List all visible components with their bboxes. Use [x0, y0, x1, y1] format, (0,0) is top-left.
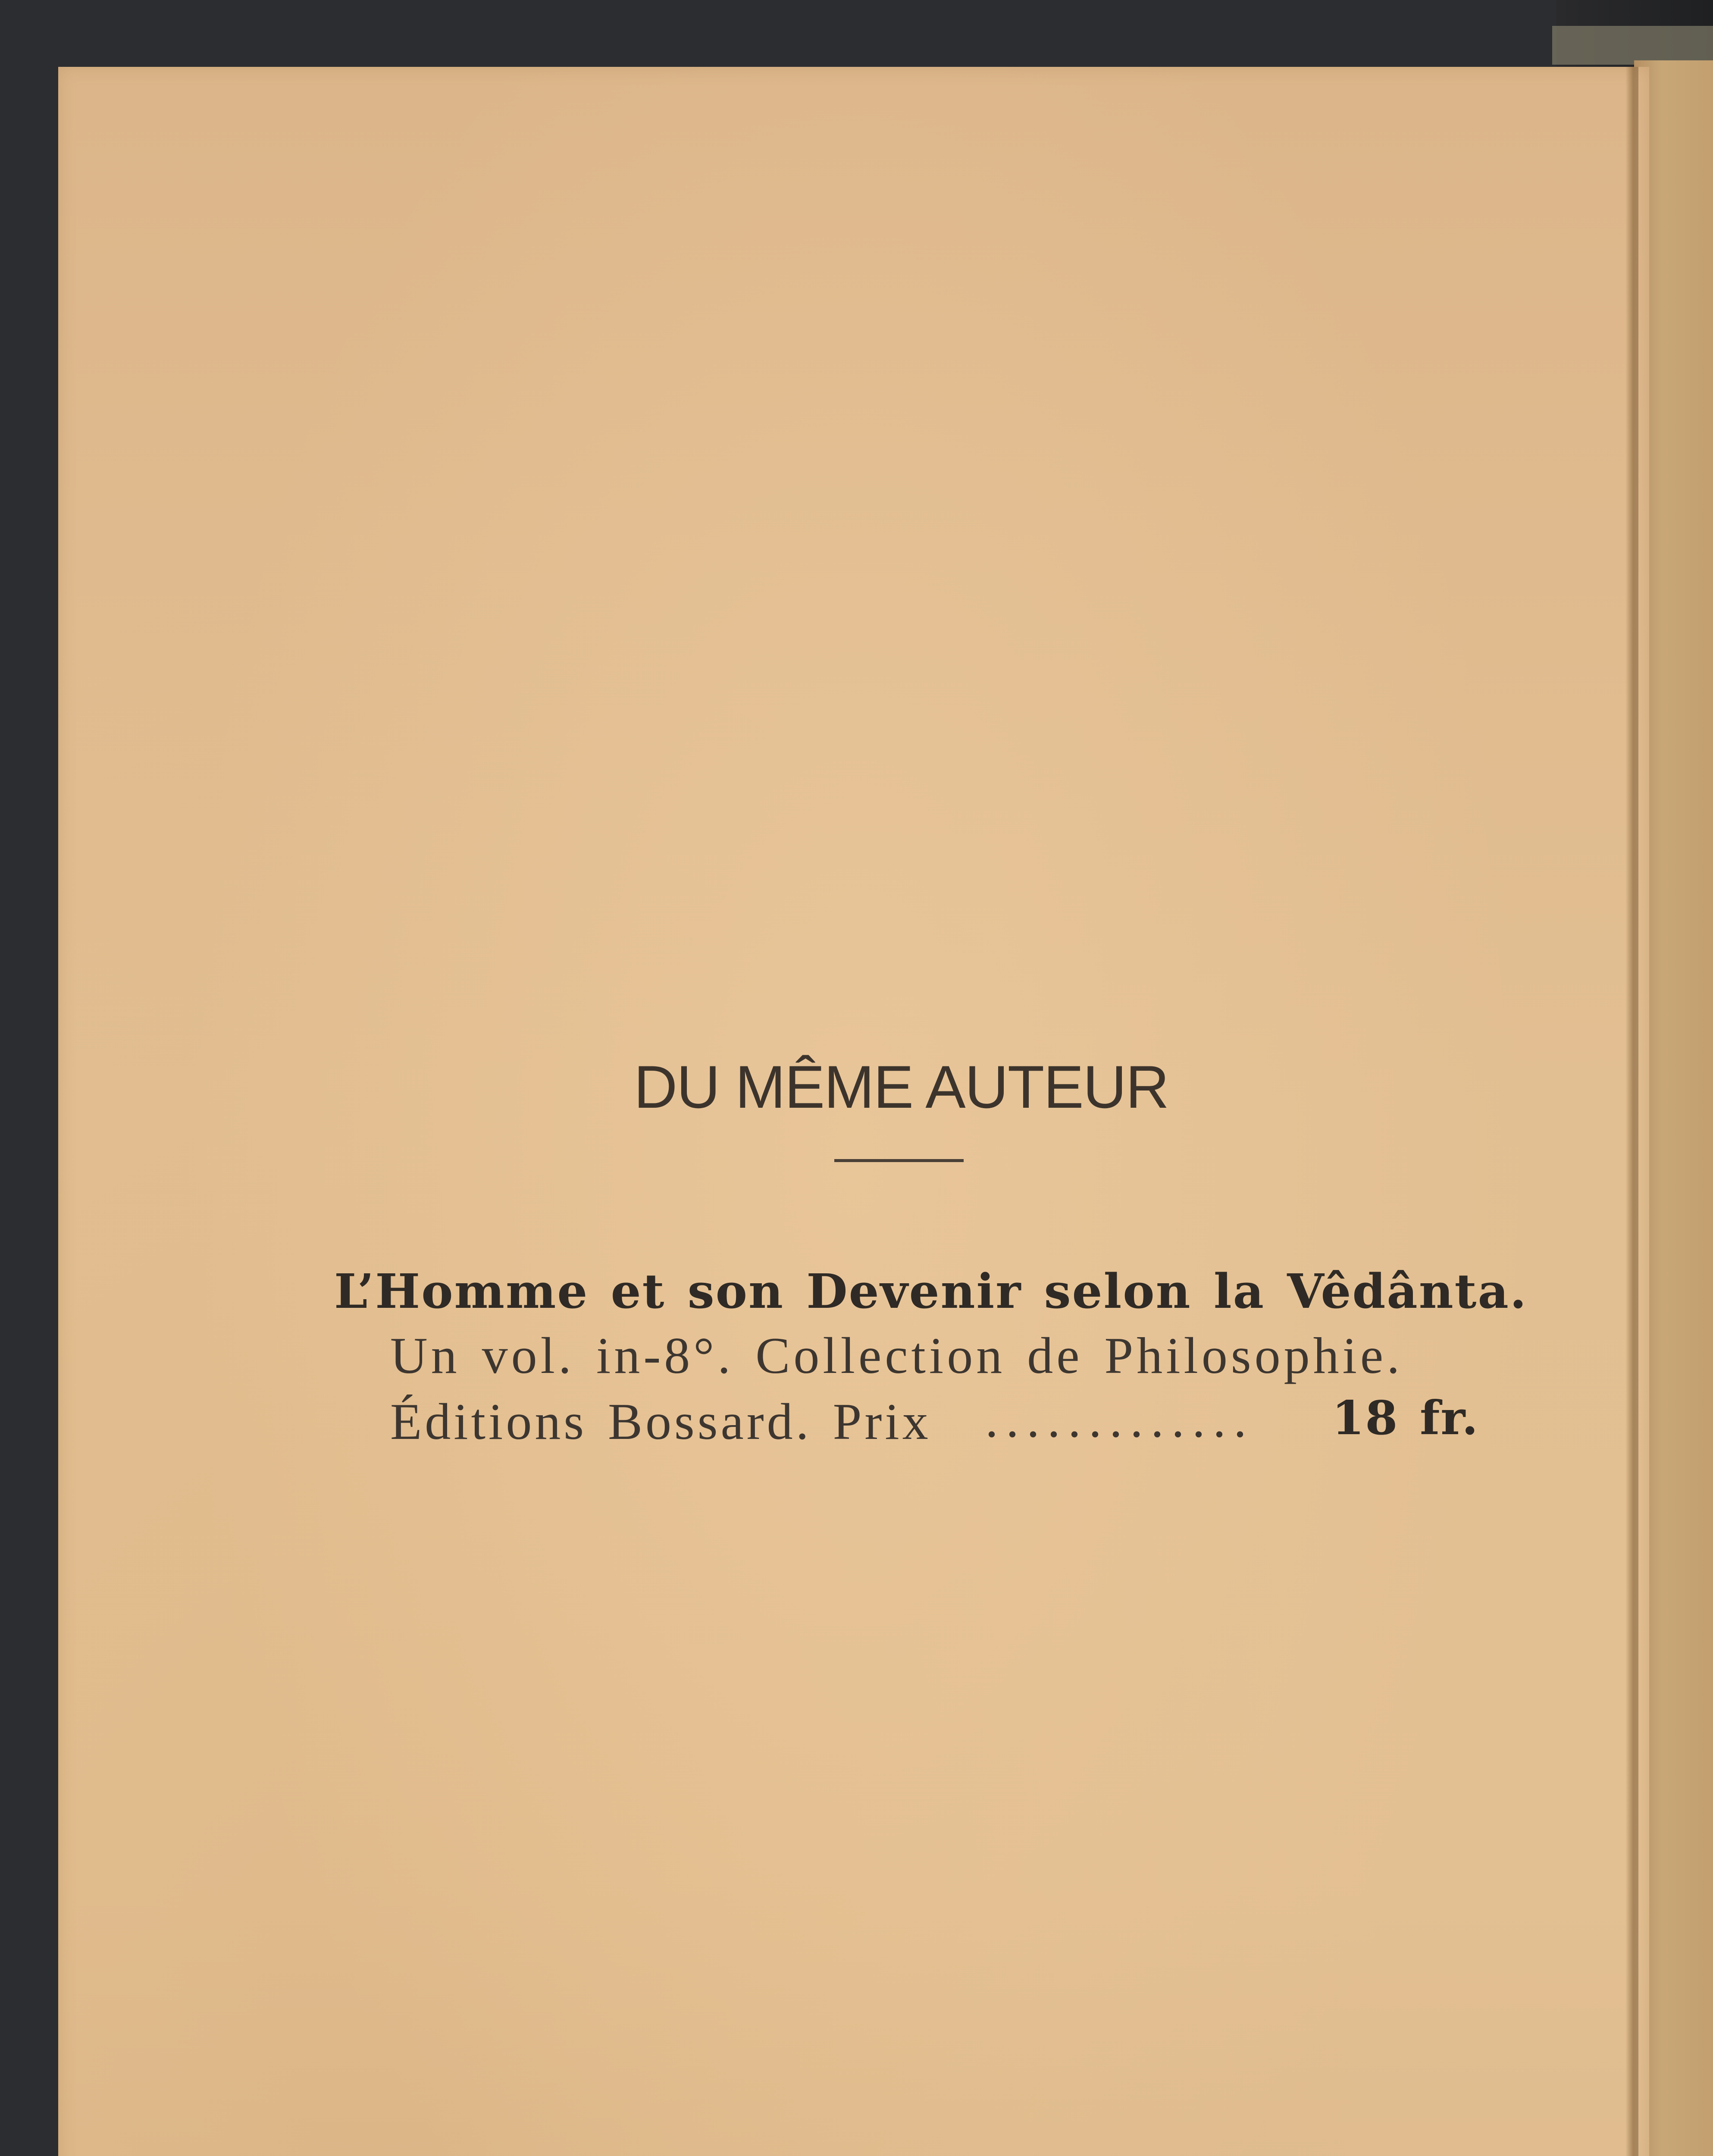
book-description: Un vol. in-8°. Collection de Philosophie. — [390, 1327, 1403, 1384]
publisher-line — [390, 1392, 1479, 1452]
publisher-text: Éditions Bossard. Prix — [390, 1393, 931, 1450]
heading-rule — [834, 1159, 964, 1162]
book-title: L’Homme et son Devenir selon la Vêdânta. — [334, 1263, 1528, 1319]
dot-leader: ............. — [985, 1391, 1254, 1448]
book-price: 18 fr. — [1332, 1391, 1479, 1445]
binding-edge — [1552, 26, 1713, 65]
page-heading: DU MÊME AUTEUR — [634, 1053, 1168, 1121]
